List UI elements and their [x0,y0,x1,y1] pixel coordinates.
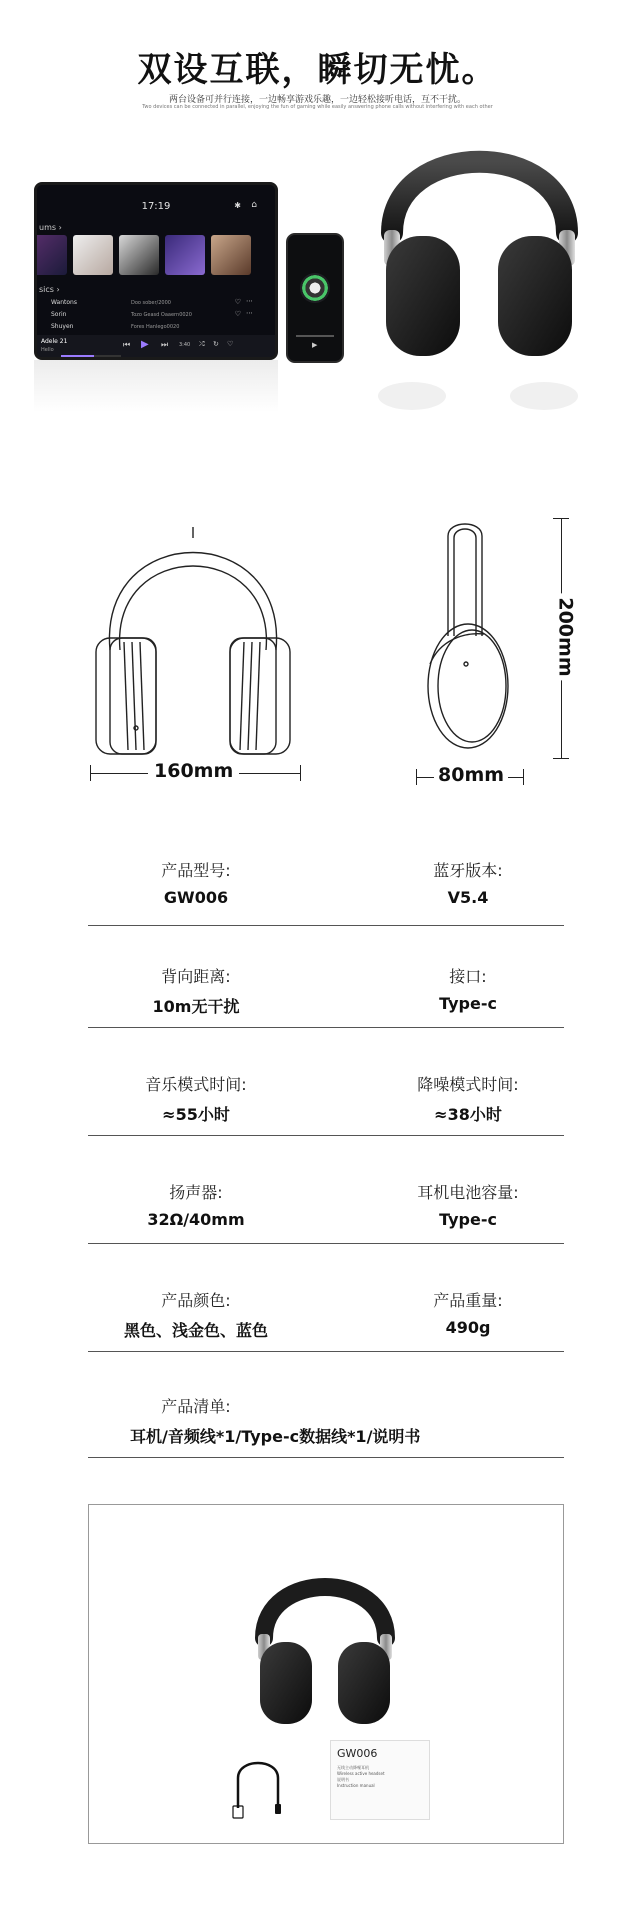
spec-value: V5.4 [447,888,489,907]
depth-dimension: 80mm [434,764,508,786]
heart-icon[interactable]: ♡ [234,298,241,306]
spec-label: 产品型号: [161,861,231,880]
height-dimension: 200mm [555,593,577,680]
heart-icon[interactable]: ♡ [227,340,234,348]
tablet-time: 17:19 [141,201,171,212]
album-cover[interactable] [73,235,113,275]
manual-model: GW006 [337,1747,378,1760]
headphones-front-drawing [88,520,298,760]
width-tick [300,765,301,781]
shuffle-icon[interactable]: ⤮ [199,340,205,348]
hero-title: 双设互联，瞬切无忧。 [137,50,498,90]
spec-divider [88,1027,564,1028]
play-icon[interactable]: ▶ [312,341,318,349]
height-tick [553,518,569,519]
usb-cable-icon [230,1756,290,1820]
headphones-photo [372,118,587,418]
spec-value: Type-c [439,1210,497,1229]
progress-fill [61,355,94,357]
manual-line: 无线主动降噪耳机 [337,1765,369,1770]
spec-label: 音乐模式时间: [145,1075,247,1094]
width-tick [90,765,91,781]
spec-value: 10m无干扰 [152,997,240,1016]
width-dimension: 160mm [148,760,239,782]
tablet-device [34,182,278,360]
heart-icon[interactable]: ♡ [234,310,241,318]
next-icon[interactable]: ⏭ [161,340,169,349]
package-label: 产品清单: [161,1397,231,1416]
depth-tick [416,769,417,785]
track-title[interactable]: Wantons [51,299,77,306]
instruction-manual [330,1740,430,1820]
elapsed-time: 3:40 [179,342,191,348]
spec-label: 产品重量: [433,1291,503,1310]
track-title[interactable]: Shuyen [51,323,74,330]
headphones-side-drawing [410,516,520,760]
spec-divider [88,1135,564,1136]
more-icon[interactable]: ⋯ [246,309,253,317]
spec-divider [88,1351,564,1352]
spec-label: 接口: [449,967,487,986]
spec-label: 背向距离: [161,967,231,986]
manual-line: 说明书 [337,1777,349,1782]
spec-label: 耳机电池容量: [417,1183,519,1202]
spec-value: ≈38小时 [434,1105,502,1124]
bluetooth-icon: ✱ [234,201,241,210]
spec-label: 扬声器: [169,1183,223,1202]
hero-subtitle-en: Two devices can be connected in parallel, enjoying the fun of gaming while easily answering phone calls without interfering with each other [142,104,493,110]
spec-value: ≈55小时 [162,1105,230,1124]
manual-line: Wireless active headset [337,1771,385,1776]
albums-heading: ums › [39,223,62,232]
more-icon[interactable]: ⋯ [246,297,253,305]
spec-value: 490g [445,1318,491,1337]
spec-label: 产品颜色: [161,1291,231,1310]
album-cover[interactable] [211,235,251,275]
spec-label: 蓝牙版本: [433,861,503,880]
package-contents: 耳机/音频线*1/Type-c数据线*1/说明书 [130,1427,421,1446]
spec-value: GW006 [163,888,229,907]
home-icon: ⌂ [251,200,257,210]
phone-device [286,233,344,363]
spec-value: 32Ω/40mm [147,1210,245,1229]
now-playing-subtitle: Hello [41,347,54,353]
track-detail: Doo sober/2000 [131,300,171,306]
now-playing-bar [37,335,275,360]
previous-icon[interactable]: ⏮ [123,340,131,349]
spec-label: 降噪模式时间: [417,1075,519,1094]
spec-divider [88,1243,564,1244]
now-playing-title: Adele 21 [41,338,68,345]
tablet-reflection [34,360,278,412]
album-cover[interactable] [34,235,67,275]
repeat-icon[interactable]: ↻ [213,340,219,348]
album-cover[interactable] [119,235,159,275]
music-heading: sics › [39,285,60,294]
play-icon[interactable]: ▶ [141,339,149,350]
phone-album-art [300,273,330,303]
track-title[interactable]: Sorin [51,311,67,318]
manual-line: Instruction manual [337,1783,375,1788]
depth-tick [523,769,524,785]
phone-controls [296,335,334,337]
track-detail: Tozo Geasd Oaaern0020 [131,312,192,318]
spec-divider [88,925,564,926]
spec-value: 黑色、浅金色、蓝色 [123,1321,268,1340]
spec-value: Type-c [439,994,497,1013]
hero-subtitle: 两台设备可并行连接，一边畅享游戏乐趣，一边轻松接听电话，互不干扰。 [168,95,466,105]
spec-divider [88,1457,564,1458]
progress-bar[interactable] [61,355,121,357]
height-tick [553,758,569,759]
album-cover[interactable] [165,235,205,275]
headphones-photo [250,1560,400,1730]
track-detail: Fores Hanlego0020 [131,324,180,330]
